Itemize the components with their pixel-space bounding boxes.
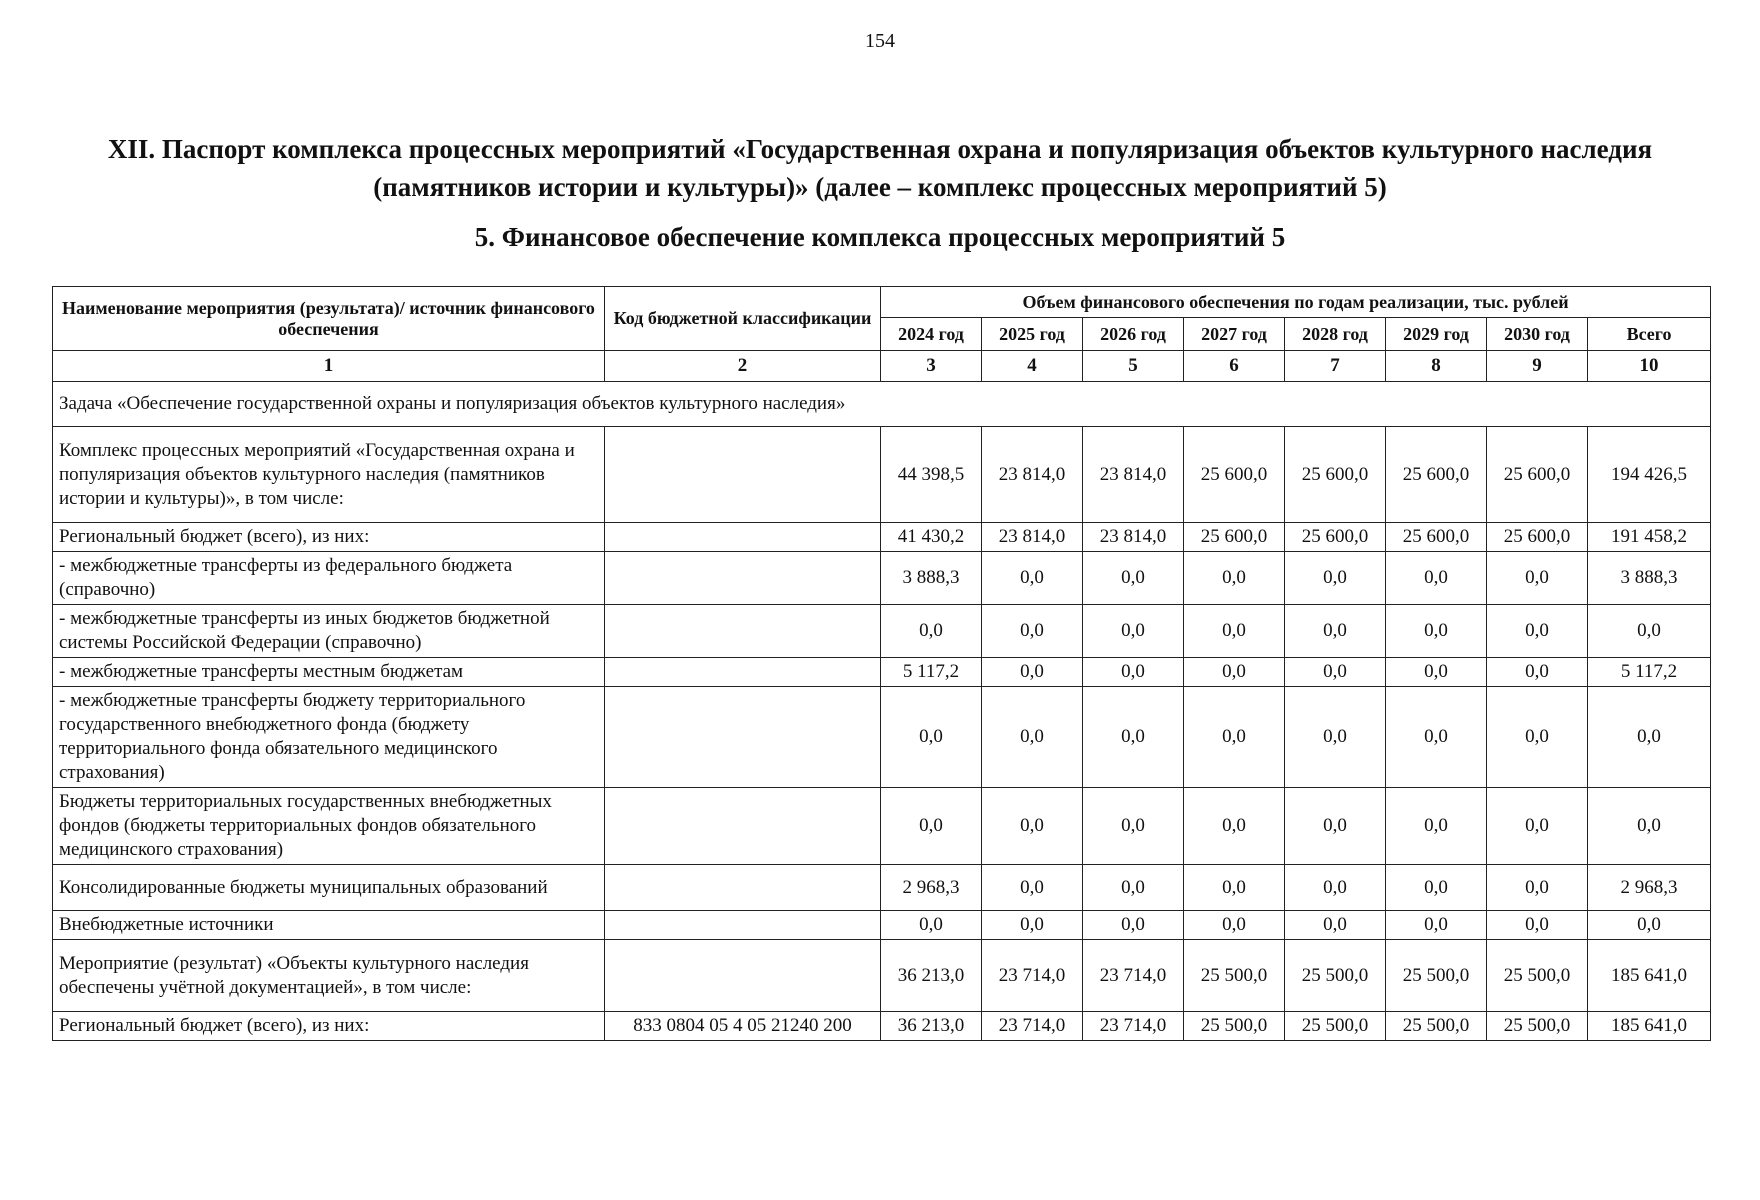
row-value: 0,0 bbox=[1487, 865, 1588, 911]
row-value: 0,0 bbox=[1285, 788, 1386, 865]
row-value: 25 600,0 bbox=[1184, 427, 1285, 523]
column-number: 10 bbox=[1588, 351, 1711, 382]
row-value: 0,0 bbox=[881, 605, 982, 658]
row-value: 0,0 bbox=[1083, 865, 1184, 911]
row-code bbox=[605, 658, 881, 687]
row-code bbox=[605, 552, 881, 605]
row-value: 0,0 bbox=[881, 687, 982, 788]
row-value: 41 430,2 bbox=[881, 523, 982, 552]
row-value: 5 117,2 bbox=[881, 658, 982, 687]
row-value: 23 814,0 bbox=[982, 523, 1083, 552]
header-name: Наименование мероприятия (результата)/ источник финансового обеспечения bbox=[53, 287, 605, 351]
row-value: 0,0 bbox=[1487, 911, 1588, 940]
row-value: 0,0 bbox=[982, 865, 1083, 911]
row-value: 25 600,0 bbox=[1386, 523, 1487, 552]
row-value: 25 500,0 bbox=[1386, 1012, 1487, 1041]
row-name: Внебюджетные источники bbox=[53, 911, 605, 940]
table-row bbox=[53, 658, 1711, 687]
column-number: 7 bbox=[1285, 351, 1386, 382]
row-code bbox=[605, 605, 881, 658]
row-total: 191 458,2 bbox=[1588, 523, 1711, 552]
row-value: 0,0 bbox=[1184, 605, 1285, 658]
header-year: 2024 год bbox=[881, 318, 982, 351]
column-number: 1 bbox=[53, 351, 605, 382]
row-value: 0,0 bbox=[881, 911, 982, 940]
row-value: 0,0 bbox=[1184, 788, 1285, 865]
row-value: 23 714,0 bbox=[1083, 940, 1184, 1012]
header-year: 2030 год bbox=[1487, 318, 1588, 351]
row-name: Консолидированные бюджеты муниципальных образований bbox=[53, 865, 605, 911]
row-name: - межбюджетные трансферты из федерального бюджета (справочно) bbox=[53, 552, 605, 605]
row-value: 0,0 bbox=[1386, 687, 1487, 788]
row-value: 0,0 bbox=[1285, 658, 1386, 687]
table-row bbox=[53, 552, 1711, 605]
row-value: 0,0 bbox=[1487, 658, 1588, 687]
row-value: 3 888,3 bbox=[881, 552, 982, 605]
row-code bbox=[605, 911, 881, 940]
column-number: 4 bbox=[982, 351, 1083, 382]
row-value: 0,0 bbox=[982, 788, 1083, 865]
row-value: 0,0 bbox=[1386, 552, 1487, 605]
header-year: 2025 год bbox=[982, 318, 1083, 351]
row-value: 25 600,0 bbox=[1386, 427, 1487, 523]
row-value: 0,0 bbox=[1083, 552, 1184, 605]
row-code bbox=[605, 940, 881, 1012]
row-total: 194 426,5 bbox=[1588, 427, 1711, 523]
column-number: 6 bbox=[1184, 351, 1285, 382]
header-year: 2029 год bbox=[1386, 318, 1487, 351]
row-value: 0,0 bbox=[1386, 788, 1487, 865]
table-row bbox=[53, 687, 1711, 788]
page-number: 154 bbox=[865, 30, 895, 52]
row-value: 36 213,0 bbox=[881, 940, 982, 1012]
column-number: 9 bbox=[1487, 351, 1588, 382]
row-value: 25 600,0 bbox=[1285, 523, 1386, 552]
row-code bbox=[605, 865, 881, 911]
row-value: 0,0 bbox=[982, 552, 1083, 605]
row-value: 0,0 bbox=[1487, 605, 1588, 658]
row-name: - межбюджетные трансферты местным бюджетам bbox=[53, 658, 605, 687]
row-code bbox=[605, 687, 881, 788]
row-value: 0,0 bbox=[1184, 687, 1285, 788]
row-total: 3 888,3 bbox=[1588, 552, 1711, 605]
row-value: 0,0 bbox=[1285, 552, 1386, 605]
header-code: Код бюджетной классификации bbox=[605, 287, 881, 351]
row-value: 0,0 bbox=[1487, 788, 1588, 865]
row-value: 2 968,3 bbox=[881, 865, 982, 911]
task-label: Задача «Обеспечение государственной охраны и популяризация объектов культурного наследия» bbox=[53, 382, 1711, 427]
header-year: 2028 год bbox=[1285, 318, 1386, 351]
header-total: Всего bbox=[1588, 318, 1711, 351]
row-total: 2 968,3 bbox=[1588, 865, 1711, 911]
row-value: 0,0 bbox=[1184, 911, 1285, 940]
row-code bbox=[605, 427, 881, 523]
row-value: 0,0 bbox=[1184, 865, 1285, 911]
row-value: 36 213,0 bbox=[881, 1012, 982, 1041]
row-value: 25 500,0 bbox=[1487, 1012, 1588, 1041]
column-number: 8 bbox=[1386, 351, 1487, 382]
row-value: 25 500,0 bbox=[1184, 940, 1285, 1012]
table-row bbox=[53, 911, 1711, 940]
row-name: Региональный бюджет (всего), из них: bbox=[53, 1012, 605, 1041]
row-code bbox=[605, 788, 881, 865]
row-value: 23 814,0 bbox=[1083, 523, 1184, 552]
row-value: 25 600,0 bbox=[1184, 523, 1285, 552]
row-value: 23 714,0 bbox=[982, 940, 1083, 1012]
row-value: 25 600,0 bbox=[1487, 523, 1588, 552]
table-row bbox=[53, 427, 1711, 523]
row-name: - межбюджетные трансферты из иных бюджетов бюджетной системы Российской Федерации (справочно) bbox=[53, 605, 605, 658]
table-row bbox=[53, 788, 1711, 865]
row-value: 0,0 bbox=[881, 788, 982, 865]
column-number: 2 bbox=[605, 351, 881, 382]
row-value: 25 600,0 bbox=[1285, 427, 1386, 523]
row-name: Комплекс процессных мероприятий «Государственная охрана и популяризация объектов культурного наследия (памятников истории и культуры)», в том числе: bbox=[53, 427, 605, 523]
document-title: XII. Паспорт комплекса процессных мероприятий «Государственная охрана и популяризация объектов культурного наследия (памятников истории и культуры)» (далее – комплекс процессных мероприятий 5) bbox=[107, 134, 1653, 202]
row-total: 0,0 bbox=[1588, 687, 1711, 788]
row-value: 0,0 bbox=[1386, 911, 1487, 940]
header-row bbox=[53, 287, 1711, 318]
row-value: 0,0 bbox=[1386, 658, 1487, 687]
table-row bbox=[53, 1012, 1711, 1041]
row-total: 0,0 bbox=[1588, 788, 1711, 865]
row-value: 25 500,0 bbox=[1487, 940, 1588, 1012]
row-value: 0,0 bbox=[1083, 788, 1184, 865]
row-value: 23 814,0 bbox=[982, 427, 1083, 523]
row-value: 25 500,0 bbox=[1386, 940, 1487, 1012]
row-name: Мероприятие (результат) «Объекты культурного наследия обеспечены учётной документацией», в том числе: bbox=[53, 940, 605, 1012]
row-value: 0,0 bbox=[1184, 552, 1285, 605]
row-value: 25 500,0 bbox=[1285, 1012, 1386, 1041]
row-code bbox=[605, 523, 881, 552]
table-row bbox=[53, 605, 1711, 658]
header-year: 2026 год bbox=[1083, 318, 1184, 351]
row-value: 0,0 bbox=[982, 605, 1083, 658]
row-name: Бюджеты территориальных государственных внебюджетных фондов (бюджеты территориальных фондов обязательного медицинского страхования) bbox=[53, 788, 605, 865]
row-value: 0,0 bbox=[1184, 658, 1285, 687]
row-value: 0,0 bbox=[1285, 605, 1386, 658]
row-total: 0,0 bbox=[1588, 605, 1711, 658]
column-number: 5 bbox=[1083, 351, 1184, 382]
row-value: 0,0 bbox=[1285, 865, 1386, 911]
row-total: 185 641,0 bbox=[1588, 940, 1711, 1012]
row-value: 0,0 bbox=[1285, 687, 1386, 788]
row-value: 0,0 bbox=[1386, 605, 1487, 658]
header-volume: Объем финансового обеспечения по годам реализации, тыс. рублей bbox=[881, 287, 1711, 318]
row-value: 0,0 bbox=[982, 687, 1083, 788]
row-value: 23 814,0 bbox=[1083, 427, 1184, 523]
header-year: 2027 год bbox=[1184, 318, 1285, 351]
row-value: 0,0 bbox=[1487, 687, 1588, 788]
row-value: 0,0 bbox=[1487, 552, 1588, 605]
row-value: 0,0 bbox=[1083, 687, 1184, 788]
table-row bbox=[53, 523, 1711, 552]
row-value: 25 500,0 bbox=[1184, 1012, 1285, 1041]
row-value: 25 500,0 bbox=[1285, 940, 1386, 1012]
row-value: 0,0 bbox=[982, 911, 1083, 940]
row-total: 185 641,0 bbox=[1588, 1012, 1711, 1041]
row-name: - межбюджетные трансферты бюджету территориального государственного внебюджетного фонда (бюджету территориального фонда обязательного медицинского страхования) bbox=[53, 687, 605, 788]
row-code: 833 0804 05 4 05 21240 200 bbox=[605, 1012, 881, 1041]
row-value: 0,0 bbox=[1386, 865, 1487, 911]
financing-table bbox=[52, 286, 1711, 1041]
row-total: 5 117,2 bbox=[1588, 658, 1711, 687]
row-value: 0,0 bbox=[1285, 911, 1386, 940]
row-value: 23 714,0 bbox=[1083, 1012, 1184, 1041]
row-value: 0,0 bbox=[982, 658, 1083, 687]
column-number-row bbox=[53, 351, 1711, 382]
table-row bbox=[53, 940, 1711, 1012]
column-number: 3 bbox=[881, 351, 982, 382]
row-name: Региональный бюджет (всего), из них: bbox=[53, 523, 605, 552]
row-value: 0,0 bbox=[1083, 911, 1184, 940]
row-total: 0,0 bbox=[1588, 911, 1711, 940]
row-value: 0,0 bbox=[1083, 658, 1184, 687]
row-value: 0,0 bbox=[1083, 605, 1184, 658]
row-value: 23 714,0 bbox=[982, 1012, 1083, 1041]
row-value: 25 600,0 bbox=[1487, 427, 1588, 523]
table-row bbox=[53, 865, 1711, 911]
section-subtitle: 5. Финансовое обеспечение комплекса процессных мероприятий 5 bbox=[474, 222, 1286, 252]
row-value: 44 398,5 bbox=[881, 427, 982, 523]
task-row bbox=[53, 382, 1711, 427]
